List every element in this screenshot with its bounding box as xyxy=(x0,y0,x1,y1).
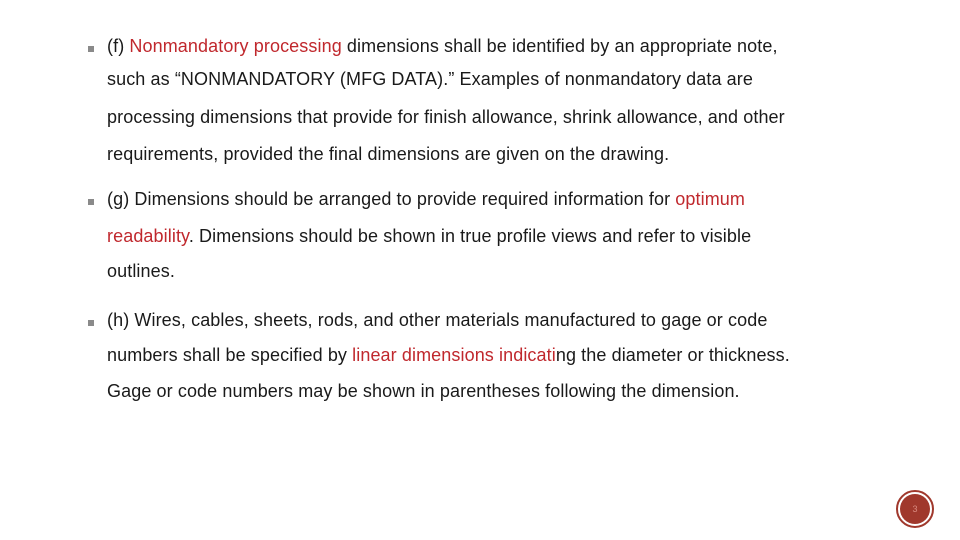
bullet-line: processing dimensions that provide for finish allowance, shrink allowance, and other xyxy=(107,107,785,127)
bullet-line: readability. Dimensions should be shown in true profile views and refer to visible xyxy=(107,226,752,246)
bullet-marker-icon xyxy=(88,199,94,205)
bullet-line: (g) Dimensions should be arranged to provide required information for optimum xyxy=(107,189,746,209)
page-number: 3 xyxy=(900,494,930,524)
page-number-badge xyxy=(896,490,934,528)
bullet-line: (f) Nonmandatory processing dimensions shall be identified by an appropriate note, xyxy=(107,36,778,56)
bullet-line: outlines. xyxy=(107,261,175,281)
bullet-line: numbers shall be specified by linear dimensions indicating the diameter or thickness. xyxy=(107,345,790,365)
bullet-line: (h) Wires, cables, sheets, rods, and other materials manufactured to gage or code xyxy=(107,310,768,330)
bullet-line: Gage or code numbers may be shown in parentheses following the dimension. xyxy=(107,381,740,401)
bullet-marker-icon xyxy=(88,46,94,52)
bullet-line: such as “NONMANDATORY (MFG DATA).” Examples of nonmandatory data are xyxy=(107,69,754,89)
bullet-marker-icon xyxy=(88,320,94,326)
bullet-line: requirements, provided the final dimensions are given on the drawing. xyxy=(107,144,670,164)
